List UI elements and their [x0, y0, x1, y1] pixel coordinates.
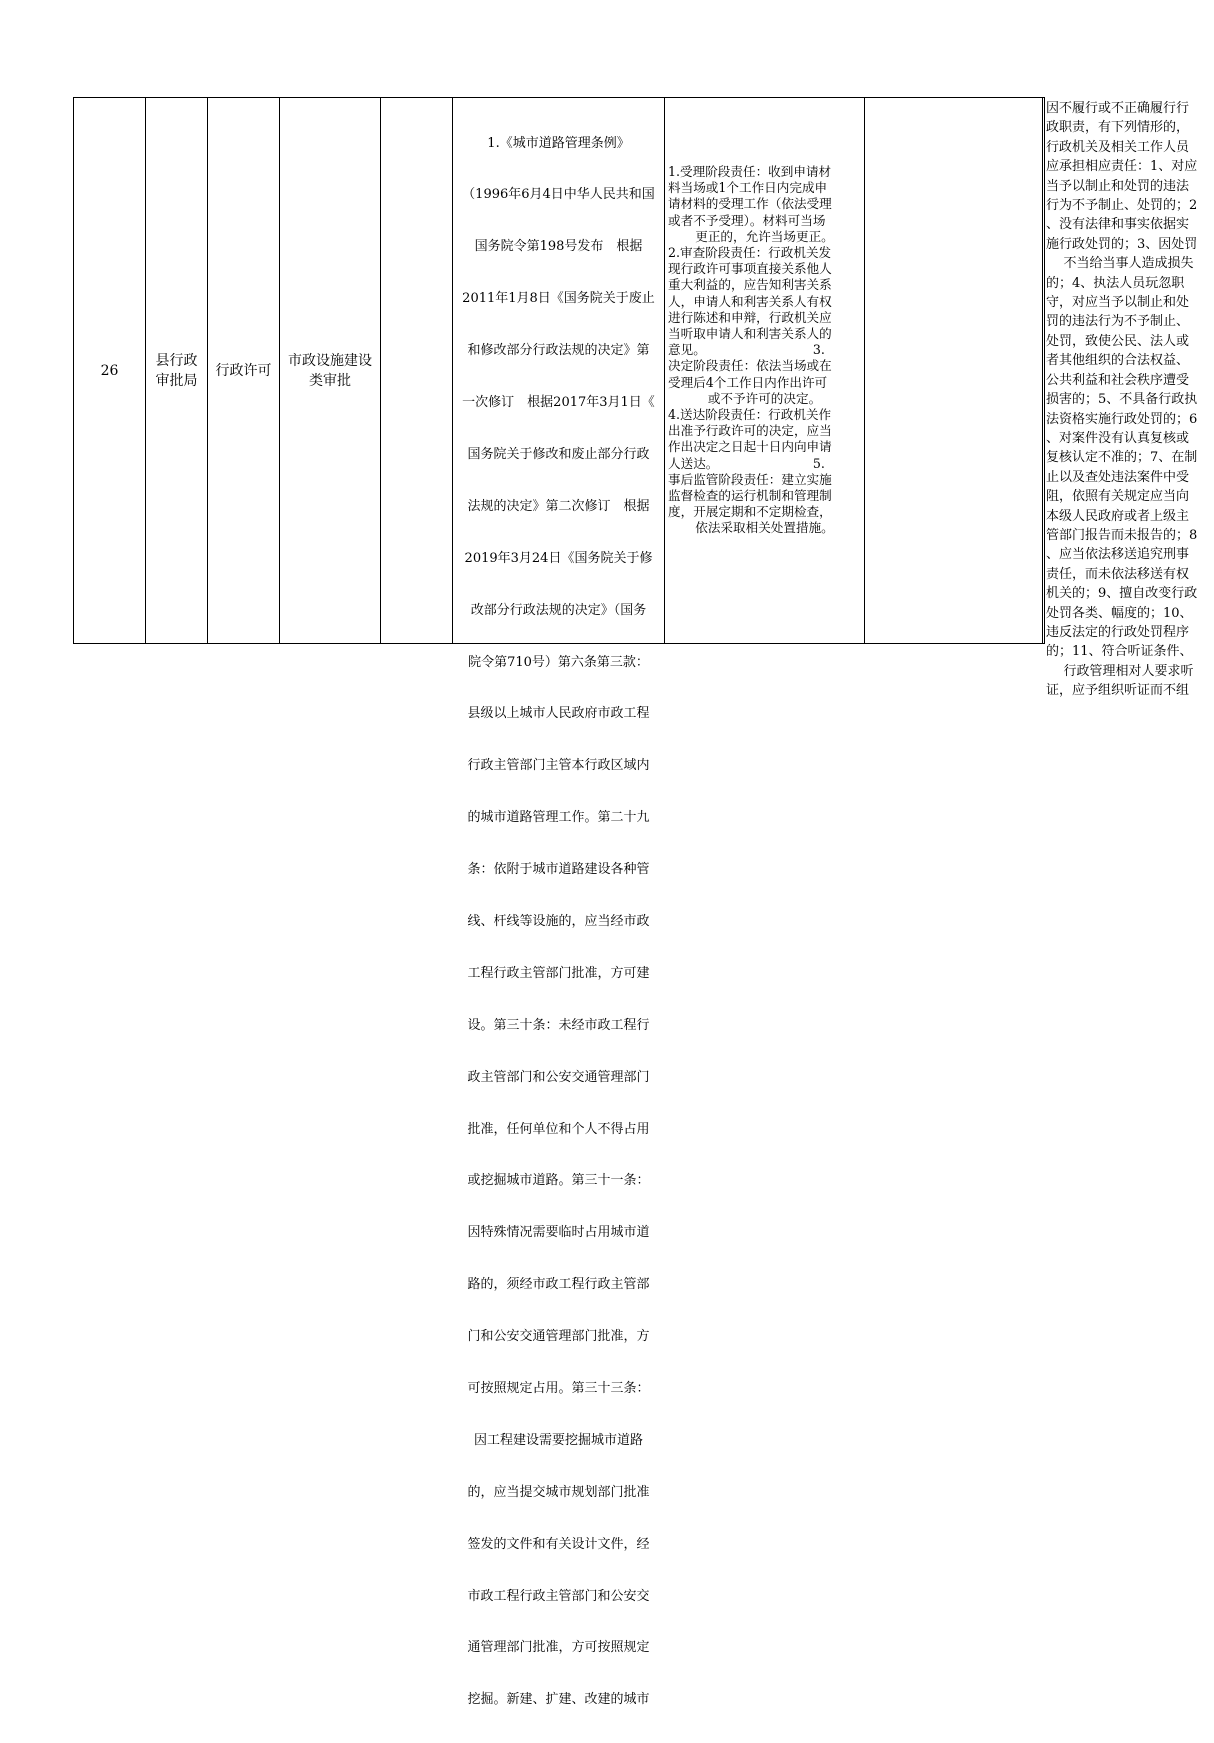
- cell-remark: [865, 98, 1042, 643]
- dept-name: [156, 351, 198, 391]
- cell-accountability: [1043, 98, 1214, 699]
- legal-line: （1996年6月4日中华人民共和国: [462, 187, 655, 203]
- category-text: 行政许可: [215, 362, 272, 379]
- legal-line: 改部分行政法规的决定》（国务: [470, 602, 647, 618]
- resp-line: 2.审查阶段责任：行政机关发: [668, 245, 832, 261]
- dept-line: 县行政: [155, 352, 198, 369]
- legal-line: 条：依附于城市道路建设各种管: [467, 862, 650, 878]
- legal-line: 签发的文件和有关设计文件，经: [467, 1536, 650, 1552]
- legal-line: 国务院关于修改和废止部分行政: [467, 446, 650, 462]
- table-row: [73, 97, 1198, 1708]
- resp-line: 请材料的受理工作（依法受理: [668, 196, 832, 212]
- resp-line: 人送达。 5.: [668, 455, 825, 471]
- legal-line: 可按照规定占用。第三十三条：: [467, 1380, 650, 1396]
- duty-line: 管部门报告而未报告的；8: [1046, 527, 1198, 543]
- cell-sub-item: [381, 98, 452, 643]
- duty-line: 行政机关及相关工作人员: [1046, 139, 1190, 155]
- duty-line: 、没有法律和事实依据实: [1046, 217, 1190, 233]
- duty-line: 责任，而未依法移送有权: [1046, 566, 1190, 582]
- duty-line: 的；11、符合听证条件、: [1046, 644, 1193, 660]
- legal-line: 政主管部门和公安交通管理部门: [467, 1069, 650, 1085]
- resp-line: 4.送达阶段责任：行政机关作: [668, 407, 832, 423]
- dept-line: 审批局: [155, 372, 198, 389]
- legal-line: 国务院令第198号发布 根据: [474, 239, 643, 255]
- resp-line: 度，开展定期和不定期检查，: [668, 504, 832, 520]
- resp-line: 事后监管阶段责任：建立实施: [668, 471, 832, 487]
- resp-line: 意见。 3.: [668, 342, 825, 358]
- resp-line: 受理后4个工作日内作出许可: [668, 374, 828, 390]
- resp-line: 监督检查的运行机制和管理制: [668, 488, 832, 504]
- legal-line: 2019年3月24日《国务院关于修: [464, 550, 653, 566]
- cell-item: [280, 98, 380, 643]
- legal-line: 设。第三十条：未经市政工程行: [467, 1017, 650, 1033]
- cell-category: [208, 98, 279, 643]
- resp-line: 进行陈述和申辩，行政机关应: [668, 309, 832, 325]
- seq-number: 26: [100, 362, 119, 379]
- resp-line: 更正的，允许当场更正。: [695, 228, 834, 244]
- resp-line: 1.受理阶段责任：收到申请材: [668, 164, 832, 179]
- legal-line: 通管理部门批准，方可按照规定: [467, 1640, 650, 1656]
- duty-line: 阻，依照有关规定应当向: [1046, 489, 1190, 505]
- duty-line: 行政管理相对人要求听: [1063, 663, 1194, 679]
- resp-line: 人，申请人和利害关系人有权: [668, 293, 832, 309]
- resp-line: 重大利益的，应告知利害关系: [668, 277, 832, 293]
- legal-line: 因特殊情况需要临时占用城市道: [467, 1225, 650, 1241]
- cell-legal-basis: [453, 98, 664, 1708]
- legal-line: 2011年1月8日《国务院关于废止: [462, 291, 655, 307]
- duty-line: 的；4、执法人员玩忽职: [1046, 275, 1185, 291]
- duty-line: 公共利益和社会秩序遭受: [1046, 372, 1190, 388]
- duty-line: 本级人民政府或者上级主: [1046, 508, 1190, 524]
- resp-line: 料当场或1个工作日内完成申: [668, 180, 828, 196]
- duty-line: 复核认定不准的；7、在制: [1046, 450, 1198, 466]
- resp-line: 出准予行政许可的决定，应当: [668, 423, 832, 439]
- legal-line: 院令第710号）第六条第三款：: [468, 654, 649, 670]
- duty-line: 不当给当事人造成损失: [1063, 256, 1194, 272]
- item-line: 市政设施建设: [288, 352, 372, 369]
- resp-line: 当听取申请人和利害关系人的: [668, 326, 832, 342]
- duty-line: 应承担相应责任：1、对应: [1046, 159, 1198, 175]
- legal-line: 线、杆线等设施的，应当经市政: [467, 913, 650, 929]
- duty-line: 损害的；5、不具备行政执: [1046, 392, 1198, 408]
- legal-line: 门和公安交通管理部门批准，方: [467, 1329, 650, 1345]
- legal-line: 法规的决定》第二次修订 根据: [467, 498, 650, 514]
- legal-line: 批准，任何单位和个人不得占用: [467, 1121, 650, 1137]
- legal-line: 路的，须经市政工程行政主管部: [467, 1277, 650, 1293]
- resp-line: 作出决定之日起十日内向申请: [668, 439, 832, 455]
- duty-line: 处罚各类、幅度的；10、: [1046, 605, 1193, 621]
- cell-responsibility: [665, 98, 864, 643]
- resp-line: 或者不予受理）。材料可当场: [668, 212, 826, 228]
- resp-line: 或不予许可的决定。: [707, 390, 822, 406]
- cell-dept: [146, 98, 207, 643]
- duty-line: 行为不予制止、处罚的；2: [1046, 198, 1198, 214]
- legal-line: 或挖掘城市道路。第三十一条：: [467, 1173, 650, 1189]
- duty-line: 政职责，有下列情形的，: [1046, 120, 1190, 136]
- duty-line: 证，应予组织听证而不组: [1046, 683, 1190, 699]
- duty-line: 机关的；9、擅自改变行政: [1046, 586, 1198, 602]
- legal-line: 的城市道路管理工作。第二十九: [467, 810, 650, 826]
- duty-line: 因不履行或不正确履行行: [1046, 101, 1190, 116]
- legal-line: 县级以上城市人民政府市政工程: [467, 706, 650, 722]
- duty-line: 当予以制止和处罚的违法: [1046, 178, 1190, 194]
- legal-line: 和修改部分行政法规的决定》第: [467, 343, 650, 359]
- legal-line: 行政主管部门主管本行政区域内: [467, 758, 650, 774]
- cell-seq: [74, 98, 145, 643]
- duty-line: 守，对应当予以制止和处: [1046, 295, 1190, 311]
- legal-line: 一次修订 根据2017年3月1日《: [462, 395, 655, 411]
- item-line: 类审批: [309, 372, 351, 389]
- resp-line: 依法采取相关处置措施。: [695, 520, 834, 536]
- duty-line: 处罚，致使公民、法人或: [1046, 333, 1190, 349]
- duty-line: 、应当依法移送追究刑事: [1046, 547, 1190, 563]
- legal-line: 因工程建设需要挖掘城市道路: [473, 1432, 643, 1448]
- item-name: [288, 351, 372, 391]
- resp-line: 决定阶段责任：依法当场或在: [668, 358, 832, 374]
- duty-line: 法资格实施行政处罚的；6: [1046, 411, 1198, 427]
- duty-line: 、对案件没有认真复核或: [1046, 430, 1190, 446]
- resp-line: 现行政许可事项直接关系他人: [668, 261, 832, 277]
- duty-line: 违反法定的行政处罚程序: [1046, 624, 1190, 640]
- duty-line: 者其他组织的合法权益、: [1046, 353, 1190, 369]
- duty-line: 罚的违法行为不予制止、: [1046, 314, 1190, 330]
- legal-line: 挖掘。新建、扩建、改建的城市: [467, 1692, 650, 1708]
- legal-line: 1.《城市道路管理条例》: [487, 135, 630, 151]
- legal-line: 工程行政主管部门批准，方可建: [467, 965, 650, 981]
- legal-line: 的，应当提交城市规划部门批准: [467, 1484, 650, 1500]
- duty-line: 施行政处罚的；3、因处罚: [1046, 236, 1198, 252]
- legal-line: 市政工程行政主管部门和公安交: [467, 1588, 650, 1604]
- duty-line: 止以及查处违法案件中受: [1046, 469, 1190, 485]
